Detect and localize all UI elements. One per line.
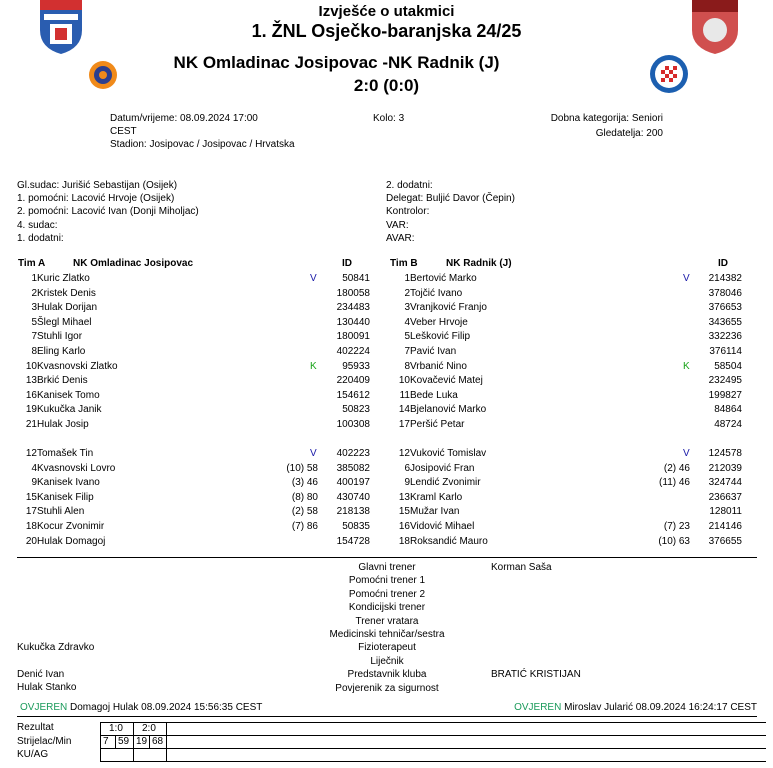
player-name: Vranjković Franjo xyxy=(410,302,487,314)
player-name: Kvasnovski Zlatko xyxy=(37,360,118,372)
player-row xyxy=(0,272,773,286)
league-title: 1. ŽNL Osječko-baranjska 24/25 xyxy=(251,21,522,41)
player-row xyxy=(0,316,773,330)
player-row xyxy=(0,330,773,344)
staff-role-label: Glavni trener xyxy=(358,562,416,573)
player-number: 16 xyxy=(25,389,37,401)
player-number: 7 xyxy=(404,346,410,357)
player-id: 95933 xyxy=(342,360,370,372)
player-id: 130440 xyxy=(336,316,370,328)
player-number: 11 xyxy=(399,389,410,401)
player-id: 218138 xyxy=(336,506,370,518)
player-id: 154612 xyxy=(336,389,370,401)
staff-role-label: Predstavnik kluba xyxy=(347,669,427,681)
player-name: Kraml Karlo xyxy=(410,491,463,503)
player-name: Kristek Denis xyxy=(37,287,96,299)
official-line: 2. dodatni: xyxy=(386,180,433,191)
player-number: 13 xyxy=(398,491,410,503)
staff-role-label: Liječnik xyxy=(370,655,404,667)
player-number: 19 xyxy=(25,404,37,416)
verification-a xyxy=(20,702,262,713)
player-name: Hulak Domagoj xyxy=(37,535,106,547)
staff-role-label: Povjerenik za sigurnost xyxy=(335,682,439,694)
player-name: Vidović Mihael xyxy=(410,521,475,532)
player-id: 376655 xyxy=(708,535,742,547)
player-row xyxy=(0,389,773,403)
player-row xyxy=(0,491,773,505)
player-number: 12 xyxy=(25,448,37,459)
player-id: 234483 xyxy=(336,302,370,314)
player-id: 50841 xyxy=(342,273,370,284)
player-substitution: (11) 46 xyxy=(659,477,690,489)
player-name: Tojčić Ivano xyxy=(410,287,463,299)
official-line: VAR: xyxy=(386,220,409,231)
spectators: Gledatelja: 200 xyxy=(595,128,663,139)
player-role-mark: V xyxy=(310,273,317,284)
player-name: Hulak Dorijan xyxy=(37,302,98,314)
match-datetime: Datum/vrijeme: 08.09.2024 17:00 xyxy=(110,113,258,124)
player-id: 220409 xyxy=(336,375,370,387)
team-b-name: NK Radnik (J) xyxy=(446,258,512,269)
player-name: Bertović Marko xyxy=(410,273,477,284)
player-id: 430740 xyxy=(336,491,370,503)
player-name: Peršić Petar xyxy=(410,419,465,430)
player-substitution: (7) 23 xyxy=(663,521,690,532)
result-row-label: Rezultat xyxy=(17,722,54,733)
official-line: Kontrolor: xyxy=(386,206,430,217)
player-number: 1 xyxy=(31,273,37,284)
staff-role-label: Medicinski tehničar/sestra xyxy=(329,629,445,640)
player-role-mark: K xyxy=(683,360,690,372)
official-line: AVAR: xyxy=(386,233,415,244)
player-name: Kuric Zlatko xyxy=(37,273,90,284)
player-id: 376114 xyxy=(709,346,742,357)
player-id: 180091 xyxy=(336,331,370,343)
player-name: Mužar Ivan xyxy=(410,506,460,518)
player-number: 18 xyxy=(398,535,410,547)
team-b-label: Tim B xyxy=(390,258,418,269)
player-id: 402223 xyxy=(336,448,370,459)
player-id: 402224 xyxy=(336,346,370,357)
player-id: 343655 xyxy=(708,316,742,328)
player-number: 18 xyxy=(25,521,37,532)
player-row xyxy=(0,287,773,301)
team-a-povjerenik: Hulak Stanko xyxy=(17,682,77,693)
official-line: 4. sudac: xyxy=(17,220,58,231)
ovjeren-label: OVJEREN xyxy=(20,702,68,713)
player-number: 2 xyxy=(31,287,37,299)
player-substitution: (2) 58 xyxy=(291,506,318,518)
player-number: 7 xyxy=(31,331,37,343)
team-a-label: Tim A xyxy=(18,258,46,269)
player-name: Kanisek Tomo xyxy=(37,389,100,401)
player-number: 1 xyxy=(404,273,410,284)
player-name: Stuhli Alen xyxy=(37,506,85,518)
player-number: 16 xyxy=(398,521,410,532)
player-number: 10 xyxy=(25,360,37,372)
team-b-predstavnik: BRATIĆ KRISTIJAN xyxy=(491,669,581,680)
player-substitution: (10) 63 xyxy=(658,535,690,547)
player-number: 2 xyxy=(404,287,410,299)
player-id: 232495 xyxy=(708,375,742,387)
player-id: 124578 xyxy=(708,448,742,459)
player-name: Veber Hrvoje xyxy=(410,316,468,328)
player-number: 17 xyxy=(25,506,37,518)
age-category: Dobna kategorija: Seniori xyxy=(550,113,663,124)
result-row-label: Strijelac/Min xyxy=(17,736,72,747)
staff-role-label: Trener vratara xyxy=(355,615,419,627)
report-title: Izvješće o utakmici xyxy=(318,3,455,20)
player-name: Kanisek Ivano xyxy=(37,477,100,489)
player-row xyxy=(0,418,773,432)
match-round: Kolo: 3 xyxy=(373,113,405,124)
team-b-trener: Korman Saša xyxy=(491,562,552,573)
verification-b-text: Miroslav Jularić 08.09.2024 16:24:17 CEST xyxy=(564,702,757,713)
player-row xyxy=(0,520,773,534)
official-line: Gl.sudac: Jurišić Sebastijan (Osijek) xyxy=(17,180,178,191)
player-id: 324744 xyxy=(708,477,742,489)
scorer-minute: 59 xyxy=(118,736,130,747)
player-name: Kocur Zvonimir xyxy=(37,521,105,532)
player-id: 385082 xyxy=(336,462,370,474)
team-a-fizioterapeut: Kukučka Zdravko xyxy=(17,642,95,653)
player-substitution: (2) 46 xyxy=(663,462,690,474)
verification-b xyxy=(514,702,757,713)
player-id: 100308 xyxy=(336,419,370,430)
player-row xyxy=(0,476,773,490)
player-row xyxy=(0,462,773,476)
player-role-mark: V xyxy=(683,273,690,284)
player-id: 50823 xyxy=(342,404,370,416)
player-number: 3 xyxy=(31,302,37,314)
player-id: 400197 xyxy=(336,477,370,489)
player-role-mark: V xyxy=(310,448,317,459)
player-name: Kanisek Filip xyxy=(37,491,94,503)
player-name: Pavić Ivan xyxy=(410,346,457,357)
player-row xyxy=(0,535,773,549)
player-number: 20 xyxy=(25,535,37,547)
player-number: 14 xyxy=(398,404,410,416)
player-id: 214146 xyxy=(708,521,742,532)
staff-role-label: Kondicijski trener xyxy=(348,602,426,614)
player-name: Lešković Filip xyxy=(410,331,471,343)
player-row xyxy=(0,403,773,417)
team-a-id-header: ID xyxy=(342,258,352,269)
match-score: 2:0 (0:0) xyxy=(353,76,420,95)
staff-role-label: Pomoćni trener 1 xyxy=(348,575,426,587)
player-substitution: (10) 58 xyxy=(286,462,318,474)
result-row-label: KU/AG xyxy=(17,749,49,760)
verification-a-text: Domagoj Hulak 08.09.2024 15:56:35 CEST xyxy=(70,702,263,713)
player-id: 84864 xyxy=(714,404,742,416)
player-id: 199827 xyxy=(708,389,742,401)
player-number: 12 xyxy=(398,448,410,459)
player-id: 214382 xyxy=(708,273,742,284)
player-number: 21 xyxy=(25,419,37,430)
official-line: 1. dodatni: xyxy=(17,233,64,244)
player-number: 8 xyxy=(404,360,410,372)
player-number: 5 xyxy=(404,331,410,343)
player-id: 48724 xyxy=(714,419,742,430)
staff-role-label: Fizioterapeut xyxy=(358,642,416,654)
player-name: Roksandić Mauro xyxy=(410,535,488,547)
player-substitution: (8) 80 xyxy=(291,491,318,503)
player-number: 10 xyxy=(398,375,410,387)
player-id: 154728 xyxy=(336,535,370,547)
team-b-id-header: ID xyxy=(718,258,728,269)
player-number: 9 xyxy=(404,477,410,489)
player-number: 9 xyxy=(31,477,37,489)
player-number: 17 xyxy=(398,419,410,430)
player-substitution: (7) 86 xyxy=(291,521,318,532)
section-divider xyxy=(17,557,757,558)
team-a-predstavnik: Denić Ivan xyxy=(17,669,65,680)
player-name: Josipović Fran xyxy=(410,462,475,474)
player-substitution: (3) 46 xyxy=(291,477,318,489)
player-id: 212039 xyxy=(708,462,742,474)
team-a-name: NK Omladinac Josipovac xyxy=(73,258,194,269)
official-line: Delegat: Buljić Davor (Čepin) xyxy=(386,193,515,204)
player-id: 58504 xyxy=(714,360,742,372)
player-row xyxy=(0,360,773,374)
player-number: 15 xyxy=(25,491,37,503)
player-id: 180058 xyxy=(336,287,370,299)
player-id: 236637 xyxy=(708,491,742,503)
player-name: Bede Luka xyxy=(410,389,458,401)
player-row xyxy=(0,505,773,519)
scorer-number: 19 xyxy=(136,736,148,747)
player-name: Lendić Zvonimir xyxy=(410,477,481,489)
player-number: 3 xyxy=(404,302,410,314)
player-name: Tomašek Tin xyxy=(37,448,94,459)
player-number: 13 xyxy=(25,375,37,387)
player-id: 50835 xyxy=(342,521,370,532)
player-name: Stuhli Igor xyxy=(37,331,83,343)
player-row xyxy=(0,447,773,461)
player-number: 5 xyxy=(31,316,37,328)
player-id: 128011 xyxy=(709,506,742,518)
official-line: 1. pomoćni: Lacović Hrvoje (Osijek) xyxy=(17,193,175,204)
player-id: 332236 xyxy=(708,331,742,343)
player-name: Kukučka Janik xyxy=(37,404,102,416)
player-id: 376653 xyxy=(708,302,742,314)
player-row xyxy=(0,301,773,315)
player-name: Šlegl Mihael xyxy=(37,316,92,328)
scorer-minute: 68 xyxy=(152,736,164,747)
official-line: 2. pomoćni: Lacović Ivan (Donji Miholjac) xyxy=(17,206,199,217)
player-number: 4 xyxy=(31,462,37,474)
player-number: 8 xyxy=(31,346,37,357)
player-number: 4 xyxy=(404,316,410,328)
player-number: 15 xyxy=(398,506,410,518)
verification-divider xyxy=(17,716,757,717)
player-role-mark: V xyxy=(683,448,690,459)
player-number: 6 xyxy=(404,462,410,474)
player-name: Vrbanić Nino xyxy=(410,360,467,372)
result-score: 2:0 xyxy=(142,723,156,734)
result-score: 1:0 xyxy=(109,723,123,734)
player-name: Kvasnovski Lovro xyxy=(37,462,116,474)
player-role-mark: K xyxy=(310,360,317,372)
player-name: Eling Karlo xyxy=(37,346,86,357)
match-stadium: Stadion: Josipovac / Josipovac / Hrvatska xyxy=(110,139,295,150)
staff-role-label: Pomoćni trener 2 xyxy=(348,588,426,600)
player-name: Vuković Tomislav xyxy=(410,448,487,459)
player-name: Kovačević Matej xyxy=(410,375,483,387)
player-id: 378046 xyxy=(708,287,742,299)
player-row xyxy=(0,374,773,388)
match-timezone: CEST xyxy=(110,126,137,137)
ovjeren-label: OVJEREN xyxy=(514,702,562,713)
player-name: Hulak Josip xyxy=(37,419,89,430)
match-title: NK Omladinac Josipovac -NK Radnik (J) xyxy=(173,53,500,72)
player-name: Bjelanović Marko xyxy=(410,404,487,416)
scorer-number: 7 xyxy=(103,736,109,747)
player-row xyxy=(0,345,773,359)
player-name: Brkić Denis xyxy=(37,375,88,387)
